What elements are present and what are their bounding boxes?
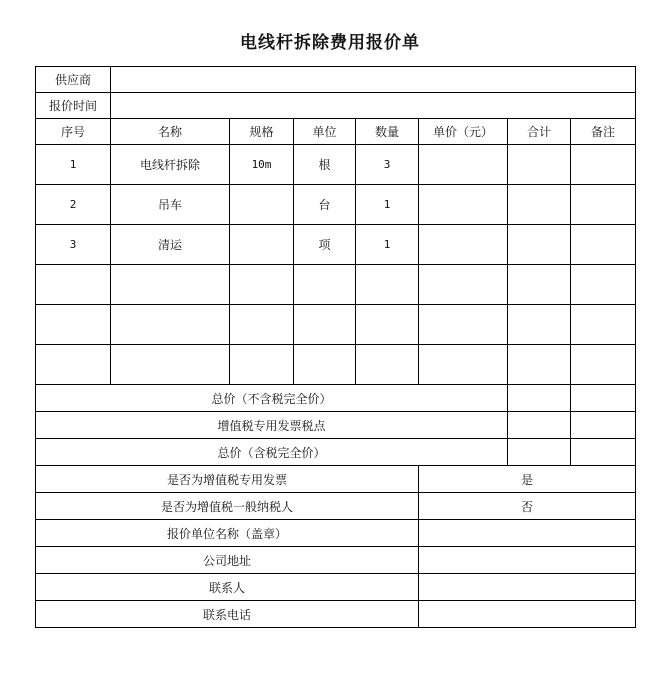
cell-remarks[interactable] — [571, 185, 636, 225]
cell-subtotal[interactable] — [508, 185, 571, 225]
table-row — [36, 265, 636, 305]
phone-label: 联系电话 — [36, 601, 419, 628]
supplier-label: 供应商 — [36, 67, 111, 93]
vat-invoice-row — [36, 466, 636, 493]
cell-remarks[interactable] — [571, 345, 636, 385]
cell-name[interactable] — [111, 265, 230, 305]
total-incl-tax-label: 总价（含税完全价） — [36, 439, 508, 466]
contact-row — [36, 574, 636, 601]
cell-name[interactable]: 电线杆拆除 — [111, 145, 230, 185]
cell-unit[interactable] — [294, 345, 356, 385]
quote-time-row — [36, 93, 636, 119]
cell-name[interactable]: 吊车 — [111, 185, 230, 225]
phone-row — [36, 601, 636, 628]
phone-field[interactable] — [419, 601, 636, 628]
table-row — [36, 305, 636, 345]
cell-seq[interactable] — [36, 305, 111, 345]
quote-time-label: 报价时间 — [36, 93, 111, 119]
cell-unit[interactable] — [294, 265, 356, 305]
table-row — [36, 145, 636, 185]
cell-remarks[interactable] — [571, 265, 636, 305]
total-excl-tax-field[interactable] — [508, 385, 571, 412]
total-incl-tax-row — [36, 439, 636, 466]
cell-subtotal[interactable] — [508, 225, 571, 265]
vat-invoice-field[interactable]: 是 — [419, 466, 636, 493]
cell-quantity[interactable]: 3 — [356, 145, 419, 185]
cell-spec[interactable] — [230, 225, 294, 265]
header-spec: 规格 — [230, 119, 294, 145]
table-row — [36, 345, 636, 385]
company-name-row — [36, 520, 636, 547]
cell-name[interactable]: 清运 — [111, 225, 230, 265]
supplier-field[interactable] — [111, 67, 636, 93]
total-incl-tax-remark[interactable] — [571, 439, 636, 466]
cell-quantity[interactable]: 1 — [356, 225, 419, 265]
cell-quantity[interactable] — [356, 265, 419, 305]
contact-label: 联系人 — [36, 574, 419, 601]
cell-subtotal[interactable] — [508, 345, 571, 385]
cell-name[interactable] — [111, 345, 230, 385]
header-remarks: 备注 — [571, 119, 636, 145]
cell-subtotal[interactable] — [508, 145, 571, 185]
total-excl-tax-remark[interactable] — [571, 385, 636, 412]
cell-unit-price[interactable] — [419, 305, 508, 345]
cell-seq[interactable] — [36, 345, 111, 385]
cell-quantity[interactable] — [356, 345, 419, 385]
vat-rate-field[interactable] — [508, 412, 571, 439]
table-row — [36, 225, 636, 265]
cell-subtotal[interactable] — [508, 265, 571, 305]
general-taxpayer-field[interactable]: 否 — [419, 493, 636, 520]
cell-spec[interactable]: 10m — [230, 145, 294, 185]
quote-time-field[interactable] — [111, 93, 636, 119]
cell-quantity[interactable] — [356, 305, 419, 345]
header-seq: 序号 — [36, 119, 111, 145]
general-taxpayer-row — [36, 493, 636, 520]
address-field[interactable] — [419, 547, 636, 574]
cell-remarks[interactable] — [571, 225, 636, 265]
cell-unit-price[interactable] — [419, 265, 508, 305]
cell-seq[interactable]: 3 — [36, 225, 111, 265]
header-unit-price: 单价（元） — [419, 119, 508, 145]
address-label: 公司地址 — [36, 547, 419, 574]
address-row — [36, 547, 636, 574]
cell-spec[interactable] — [230, 265, 294, 305]
table-row — [36, 185, 636, 225]
cell-remarks[interactable] — [571, 305, 636, 345]
cell-seq[interactable]: 2 — [36, 185, 111, 225]
cell-seq[interactable]: 1 — [36, 145, 111, 185]
vat-rate-remark[interactable] — [571, 412, 636, 439]
cell-spec[interactable] — [230, 185, 294, 225]
document-title: 电线杆拆除费用报价单 — [240, 33, 420, 53]
cell-unit[interactable]: 根 — [294, 145, 356, 185]
header-quantity: 数量 — [356, 119, 419, 145]
header-name: 名称 — [111, 119, 230, 145]
supplier-row — [36, 67, 636, 93]
cell-spec[interactable] — [230, 345, 294, 385]
cell-unit-price[interactable] — [419, 345, 508, 385]
contact-field[interactable] — [419, 574, 636, 601]
header-subtotal: 合计 — [508, 119, 571, 145]
cell-name[interactable] — [111, 305, 230, 345]
total-excl-tax-label: 总价（不含税完全价） — [36, 385, 508, 412]
cell-subtotal[interactable] — [508, 305, 571, 345]
cell-seq[interactable] — [36, 265, 111, 305]
cell-remarks[interactable] — [571, 145, 636, 185]
company-name-label: 报价单位名称（盖章） — [36, 520, 419, 547]
header-unit: 单位 — [294, 119, 356, 145]
cell-unit[interactable]: 项 — [294, 225, 356, 265]
cell-unit-price[interactable] — [419, 145, 508, 185]
cell-unit-price[interactable] — [419, 185, 508, 225]
cell-quantity[interactable]: 1 — [356, 185, 419, 225]
total-excl-tax-row — [36, 385, 636, 412]
cell-spec[interactable] — [230, 305, 294, 345]
cell-unit[interactable] — [294, 305, 356, 345]
quotation-table — [35, 66, 636, 628]
general-taxpayer-label: 是否为增值税一般纳税人 — [36, 493, 419, 520]
cell-unit[interactable]: 台 — [294, 185, 356, 225]
cell-unit-price[interactable] — [419, 225, 508, 265]
vat-rate-label: 增值税专用发票税点 — [36, 412, 508, 439]
vat-rate-row — [36, 412, 636, 439]
header-row — [36, 119, 636, 145]
total-incl-tax-field[interactable] — [508, 439, 571, 466]
company-name-field[interactable] — [419, 520, 636, 547]
vat-invoice-label: 是否为增值税专用发票 — [36, 466, 419, 493]
